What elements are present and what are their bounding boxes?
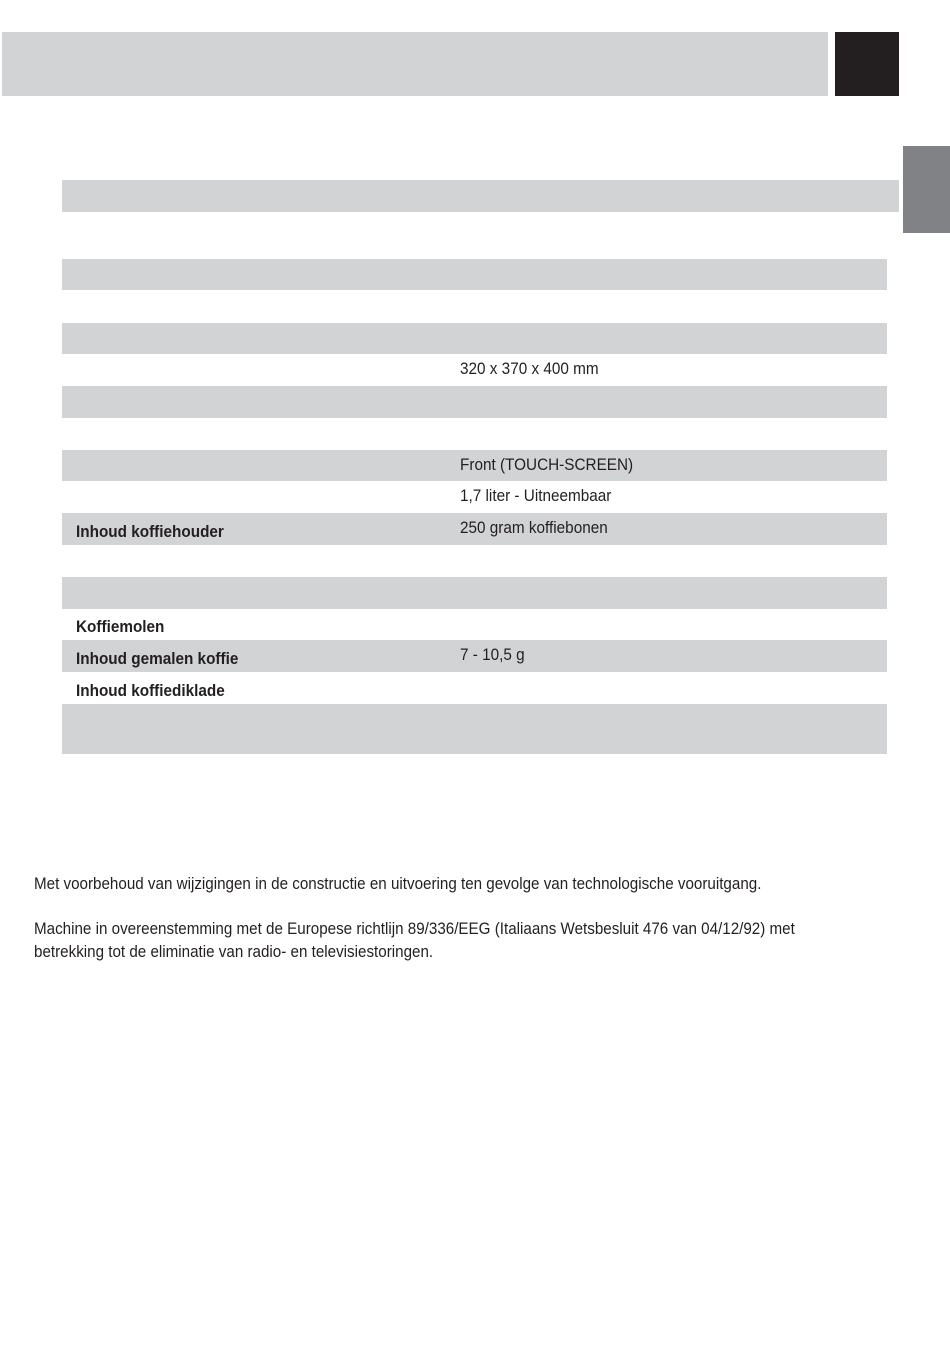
spec-value: 7 - 10,5 g <box>460 645 525 664</box>
spec-row <box>62 704 887 754</box>
spec-row-waterreservoir <box>62 481 887 513</box>
header-block <box>835 32 899 96</box>
spec-row-bediening <box>62 450 887 481</box>
spec-value: 1,7 liter - Uitneembaar <box>460 486 612 505</box>
spec-label: Inhoud gemalen koffie <box>76 649 239 668</box>
spec-label: Inhoud koffiediklade <box>76 681 225 700</box>
spec-value: 320 x 370 x 400 mm <box>460 359 599 378</box>
spec-label: Koffiemolen <box>76 617 165 636</box>
spec-row-gemalen-koffie <box>62 640 887 672</box>
spec-value: Front (TOUCH-SCREEN) <box>460 455 634 474</box>
spec-row-koffiehouder <box>62 513 887 545</box>
spec-row <box>62 386 887 418</box>
spec-row-koffiediklade <box>62 672 887 704</box>
header-bar <box>2 32 828 96</box>
spec-row <box>62 259 887 290</box>
spec-value: 250 gram koffiebonen <box>460 518 608 537</box>
spec-row-koffiemolen <box>62 609 887 640</box>
table-header-band <box>62 180 899 212</box>
note-richtlijn: Machine in overeenstemming met de Europese richtlijn 89/336/EEG (Italiaans Wetsbesluit 476 van 04/12/92) met betrekking tot de eliminatie van radio- en televisiestoringen. <box>34 920 795 961</box>
spec-row <box>62 323 887 354</box>
spec-row <box>62 577 887 609</box>
spec-row-afmetingen <box>62 354 887 386</box>
side-tab <box>903 146 950 233</box>
spec-label: Inhoud koffiehouder <box>76 522 224 541</box>
note-wijzigingen: Met voorbehoud van wijzigingen in de constructie en uitvoering ten gevolge van technologische vooruitgang. <box>34 875 762 893</box>
